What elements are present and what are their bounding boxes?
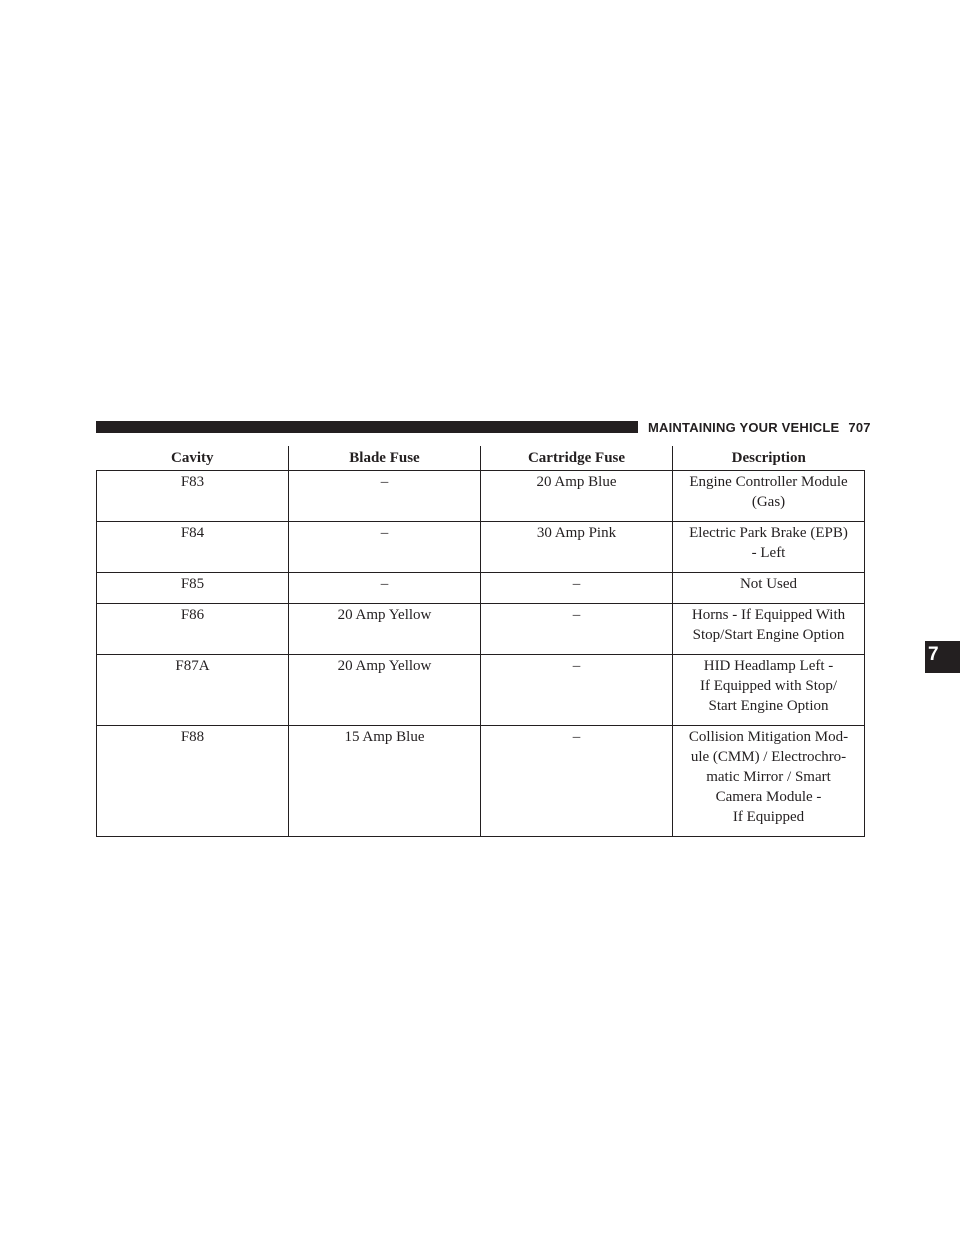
blade-fuse-cell: – bbox=[289, 522, 481, 573]
blade-fuse-cell: – bbox=[289, 471, 481, 522]
blade-fuse-cell: 20 Amp Yellow bbox=[289, 655, 481, 726]
chapter-number: 7 bbox=[928, 644, 939, 665]
table-row bbox=[97, 471, 865, 522]
description-line: HID Headlamp Left - bbox=[703, 658, 834, 674]
cavity-cell: F83 bbox=[97, 471, 289, 522]
description-cell bbox=[673, 522, 865, 573]
column-header-blade-fuse: Blade Fuse bbox=[289, 446, 481, 471]
table-row bbox=[97, 522, 865, 573]
running-header bbox=[648, 418, 871, 438]
description-line: (Gas) bbox=[751, 494, 786, 510]
description-line: Electric Park Brake (EPB) bbox=[689, 525, 848, 541]
table-row bbox=[97, 726, 865, 837]
chapter-tab bbox=[925, 641, 960, 673]
section-title: MAINTAINING YOUR VEHICLE bbox=[648, 420, 840, 435]
description-line: ule (CMM) / Electrochro- bbox=[690, 749, 847, 765]
description-cell bbox=[673, 471, 865, 522]
table-row bbox=[97, 604, 865, 655]
page-number: 707 bbox=[848, 420, 871, 435]
blade-fuse-cell: 15 Amp Blue bbox=[289, 726, 481, 837]
description-cell bbox=[673, 604, 865, 655]
description-line: If Equipped bbox=[732, 809, 805, 825]
column-header-cavity: Cavity bbox=[97, 446, 289, 471]
description-line: If Equipped with Stop/ bbox=[699, 678, 838, 694]
cavity-cell: F86 bbox=[97, 604, 289, 655]
description-line: Horns - If Equipped With bbox=[691, 607, 846, 623]
description-line: Not Used bbox=[739, 576, 798, 592]
description-cell bbox=[673, 655, 865, 726]
cavity-cell: F87A bbox=[97, 655, 289, 726]
cavity-cell: F88 bbox=[97, 726, 289, 837]
description-cell bbox=[673, 726, 865, 837]
cartridge-fuse-cell: – bbox=[481, 726, 673, 837]
cartridge-fuse-cell: – bbox=[481, 655, 673, 726]
cartridge-fuse-cell: – bbox=[481, 604, 673, 655]
description-line: Start Engine Option bbox=[708, 698, 829, 714]
fuse-table bbox=[96, 446, 865, 837]
table-row bbox=[97, 655, 865, 726]
description-cell bbox=[673, 573, 865, 604]
table-row bbox=[97, 573, 865, 604]
cartridge-fuse-cell: 20 Amp Blue bbox=[481, 471, 673, 522]
description-line: Engine Controller Module bbox=[689, 474, 848, 490]
cartridge-fuse-cell: – bbox=[481, 573, 673, 604]
description-line: matic Mirror / Smart bbox=[706, 769, 831, 785]
description-line: Camera Module - bbox=[715, 789, 822, 805]
blade-fuse-cell: – bbox=[289, 573, 481, 604]
column-header-description: Description bbox=[673, 446, 865, 471]
description-line: - Left bbox=[751, 545, 786, 561]
table-header-row bbox=[97, 446, 865, 471]
cavity-cell: F85 bbox=[97, 573, 289, 604]
header-rule bbox=[96, 421, 638, 433]
description-line: Stop/Start Engine Option bbox=[692, 627, 845, 643]
column-header-cartridge-fuse: Cartridge Fuse bbox=[481, 446, 673, 471]
blade-fuse-cell: 20 Amp Yellow bbox=[289, 604, 481, 655]
cartridge-fuse-cell: 30 Amp Pink bbox=[481, 522, 673, 573]
cavity-cell: F84 bbox=[97, 522, 289, 573]
description-line: Collision Mitigation Mod- bbox=[688, 729, 849, 745]
